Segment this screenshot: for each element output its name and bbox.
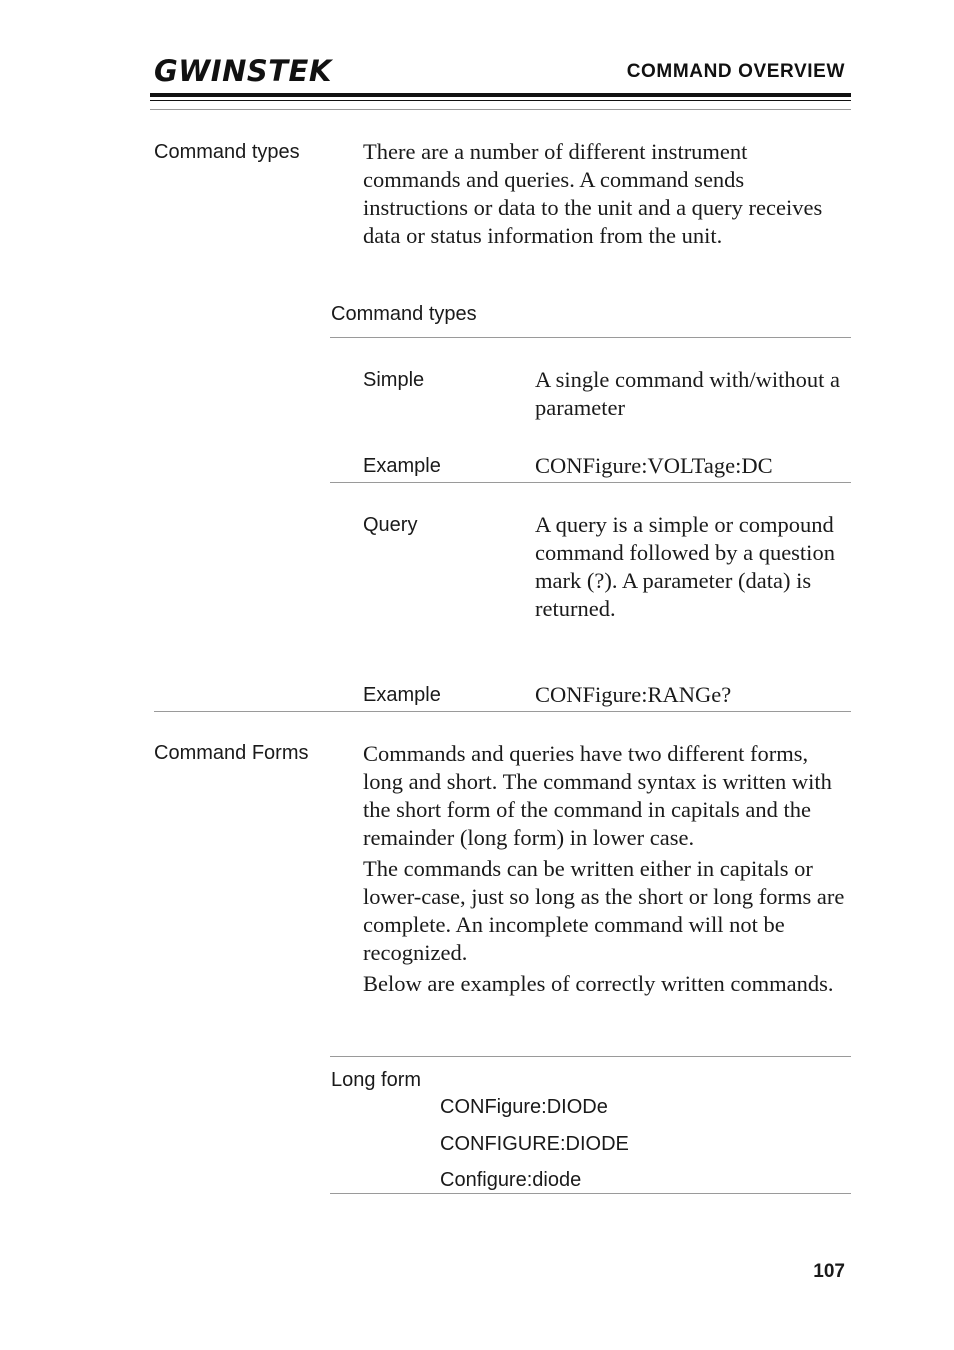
command-forms-label: Command Forms: [154, 742, 309, 764]
simple-label: Simple: [363, 369, 425, 391]
query-description: A query is a simple or compound command followed by a question mark (?). A parameter (data) is returned.: [535, 512, 835, 621]
long-form-bottom-rule: [330, 1193, 851, 1194]
section-divider: [154, 711, 851, 712]
long-form-example-1: CONFigure:DIODe: [440, 1096, 608, 1118]
command-forms-para-3: Below are examples of correctly written commands.: [363, 971, 834, 996]
page-number: 107: [813, 1261, 845, 1282]
long-form-example-2: CONFIGURE:DIODE: [440, 1133, 629, 1155]
header-rule-thick: [150, 93, 851, 97]
header-rule-thin: [150, 100, 851, 101]
command-types-description-text: There are a number of different instrument commands and queries. A command sends instructions or data to the unit and a query receives data or status information from the unit.: [363, 139, 823, 248]
query-example-value: CONFigure:RANGe?: [535, 682, 732, 707]
long-form-example-3: Configure:diode: [440, 1169, 582, 1191]
section-title: COMMAND OVERVIEW: [626, 61, 845, 82]
table-top-rule: [330, 337, 851, 338]
command-types-table-title: Command types: [331, 303, 477, 325]
command-forms-para-2: The commands can be written either in capitals or lower-case, just so long as the short or long forms are complete. An incomplete command will not be recognized.: [363, 856, 845, 965]
header-rule-light: [150, 109, 851, 110]
command-types-description: [363, 138, 843, 250]
command-forms-para-1: Commands and queries have two different forms, long and short. The command syntax is written with the short form of the command in capitals and the remainder (long form) in lower case.: [363, 741, 832, 850]
brand-logo: GWINSTEK: [154, 54, 332, 88]
simple-description: A single command with/without a parameter: [535, 367, 840, 420]
long-form-label: Long form: [331, 1069, 422, 1091]
query-label: Query: [363, 514, 418, 536]
command-types-label: Command types: [154, 141, 300, 163]
long-form-top-rule: [330, 1056, 851, 1057]
table-mid-rule: [330, 482, 851, 483]
command-forms-body: [363, 740, 847, 998]
simple-example-value: CONFigure:VOLTage:DC: [535, 453, 773, 478]
query-example-label: Example: [363, 684, 441, 706]
simple-example-label: Example: [363, 455, 441, 477]
